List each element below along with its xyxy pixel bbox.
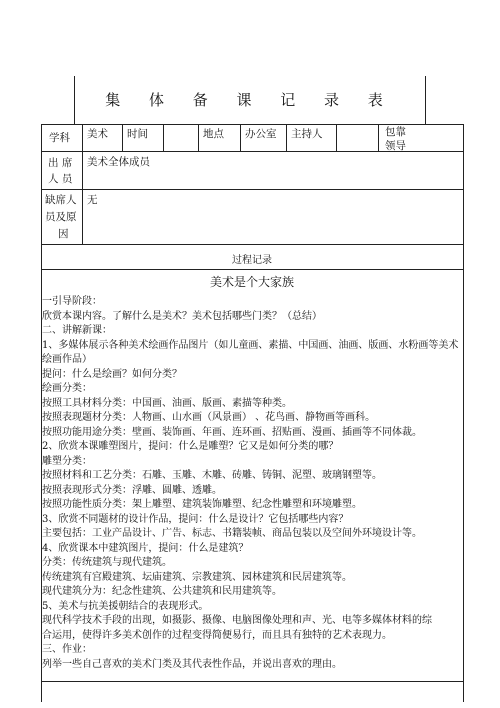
- content-line: 绘画分类：: [42, 383, 92, 394]
- absentees-label-line1: 缺席人: [45, 194, 77, 206]
- content-line: 按照功能性质分类：架上雕塑、建筑装饰雕塑、纪念性雕塑和环境雕塑。: [42, 499, 362, 510]
- host-label: 主持人: [291, 128, 323, 140]
- content-line: 1、多媒体展示各种美术绘画作品图片（如儿童画、素描、中国画、油画、版画、水粉画等美术: [42, 339, 459, 351]
- form-title: 集 体 备 课 记 录 表: [105, 91, 395, 109]
- lesson-title: 美术是个大家族: [209, 275, 294, 289]
- content-line: 绘画作品）: [42, 354, 92, 365]
- attendees-label-line2: 人 员: [48, 173, 73, 185]
- content-line: 列举一些自己喜欢的美术门类及其代表性作品，并说出喜欢的理由。: [42, 658, 342, 670]
- content-line: 传统建筑有宫殿建筑、坛庙建筑、宗教建筑、园林建筑和民居建筑等。: [42, 571, 352, 583]
- content-line: 5、美术与抗美援朝结合的表现形式。: [42, 600, 209, 612]
- content-line: 按照功能用途分类：壁画、装饰画、年画、连环画、招贴画、漫画、插画等不同体裁。: [42, 426, 422, 438]
- content-line: 分类：传统建筑与现代建筑。: [42, 557, 172, 568]
- content-line: 现代建筑分为：纪念性建筑、公共建筑和民用建筑等。: [42, 586, 282, 597]
- content-line: 按照表现形式分类：浮雕、圆雕、透雕。: [42, 484, 222, 496]
- content-line: 3、欣赏不同题材的设计作品，提问：什么是设计？它包括哪些内容？: [42, 513, 349, 525]
- attendees-value: 美术全体成员: [87, 156, 150, 168]
- content-line: 欣赏本课内容。了解什么是美术？美术包括哪些门类？（总结）: [42, 310, 322, 322]
- content-line: 提问：什么是绘画？如何分类？: [42, 368, 182, 380]
- absentees-label-line2: 员及原: [45, 211, 77, 223]
- content-line: 按照工具材料分类：中国画、油画、版画、素描等种类。: [42, 397, 292, 409]
- content-line: 雕塑分类：: [42, 455, 92, 467]
- leader-label-line1: 包靠: [385, 126, 406, 138]
- leader-label-line2: 领导: [385, 140, 406, 152]
- content-line: 合运用，使得许多美术创作的过程变得简便易行，而且具有独特的艺术表现力。: [42, 629, 392, 641]
- subject-value: 美术: [87, 128, 108, 140]
- subject-label: 学科: [49, 132, 70, 144]
- content-line: 二、讲解新课：: [42, 325, 112, 336]
- content-line: 三、作业：: [42, 644, 92, 655]
- absentees-label-line3: 因: [58, 228, 69, 240]
- content-line: 主要包括：工业产品设计、广告、标志、书籍装帧、商品包装以及空间外环境设计等。: [42, 528, 422, 539]
- content-line: 4、欣赏课本中建筑图片，提问：什么是建筑？: [42, 542, 249, 554]
- time-label: 时间: [127, 128, 148, 140]
- attendees-label-line1: 出 席: [48, 157, 73, 169]
- process-record-label: 过程记录: [232, 255, 272, 266]
- content-line: 2、欣赏本课雕塑图片，提问：什么是雕塑？它又是如何分类的哪？: [42, 441, 339, 452]
- lesson-content: [42, 295, 462, 672]
- content-line: 一引导阶段：: [42, 296, 102, 307]
- content-line: 现代科学技术手段的出现，如摄影、摄像、电脑图像处理和声、光、电等多媒体材料的综: [42, 615, 432, 626]
- place-label: 地点: [203, 128, 224, 140]
- absentees-value: 无: [87, 194, 98, 206]
- place-value: 办公室: [245, 128, 277, 140]
- content-line: 按照表现题材分类：人物画、山水画（风景画） 、花鸟画、静物画等画科。: [42, 412, 376, 423]
- content-line: 按照材料和工艺分类：石雕、玉雕、木雕、砖雕、铸铜、泥塑、玻璃钢塑等。: [42, 470, 382, 481]
